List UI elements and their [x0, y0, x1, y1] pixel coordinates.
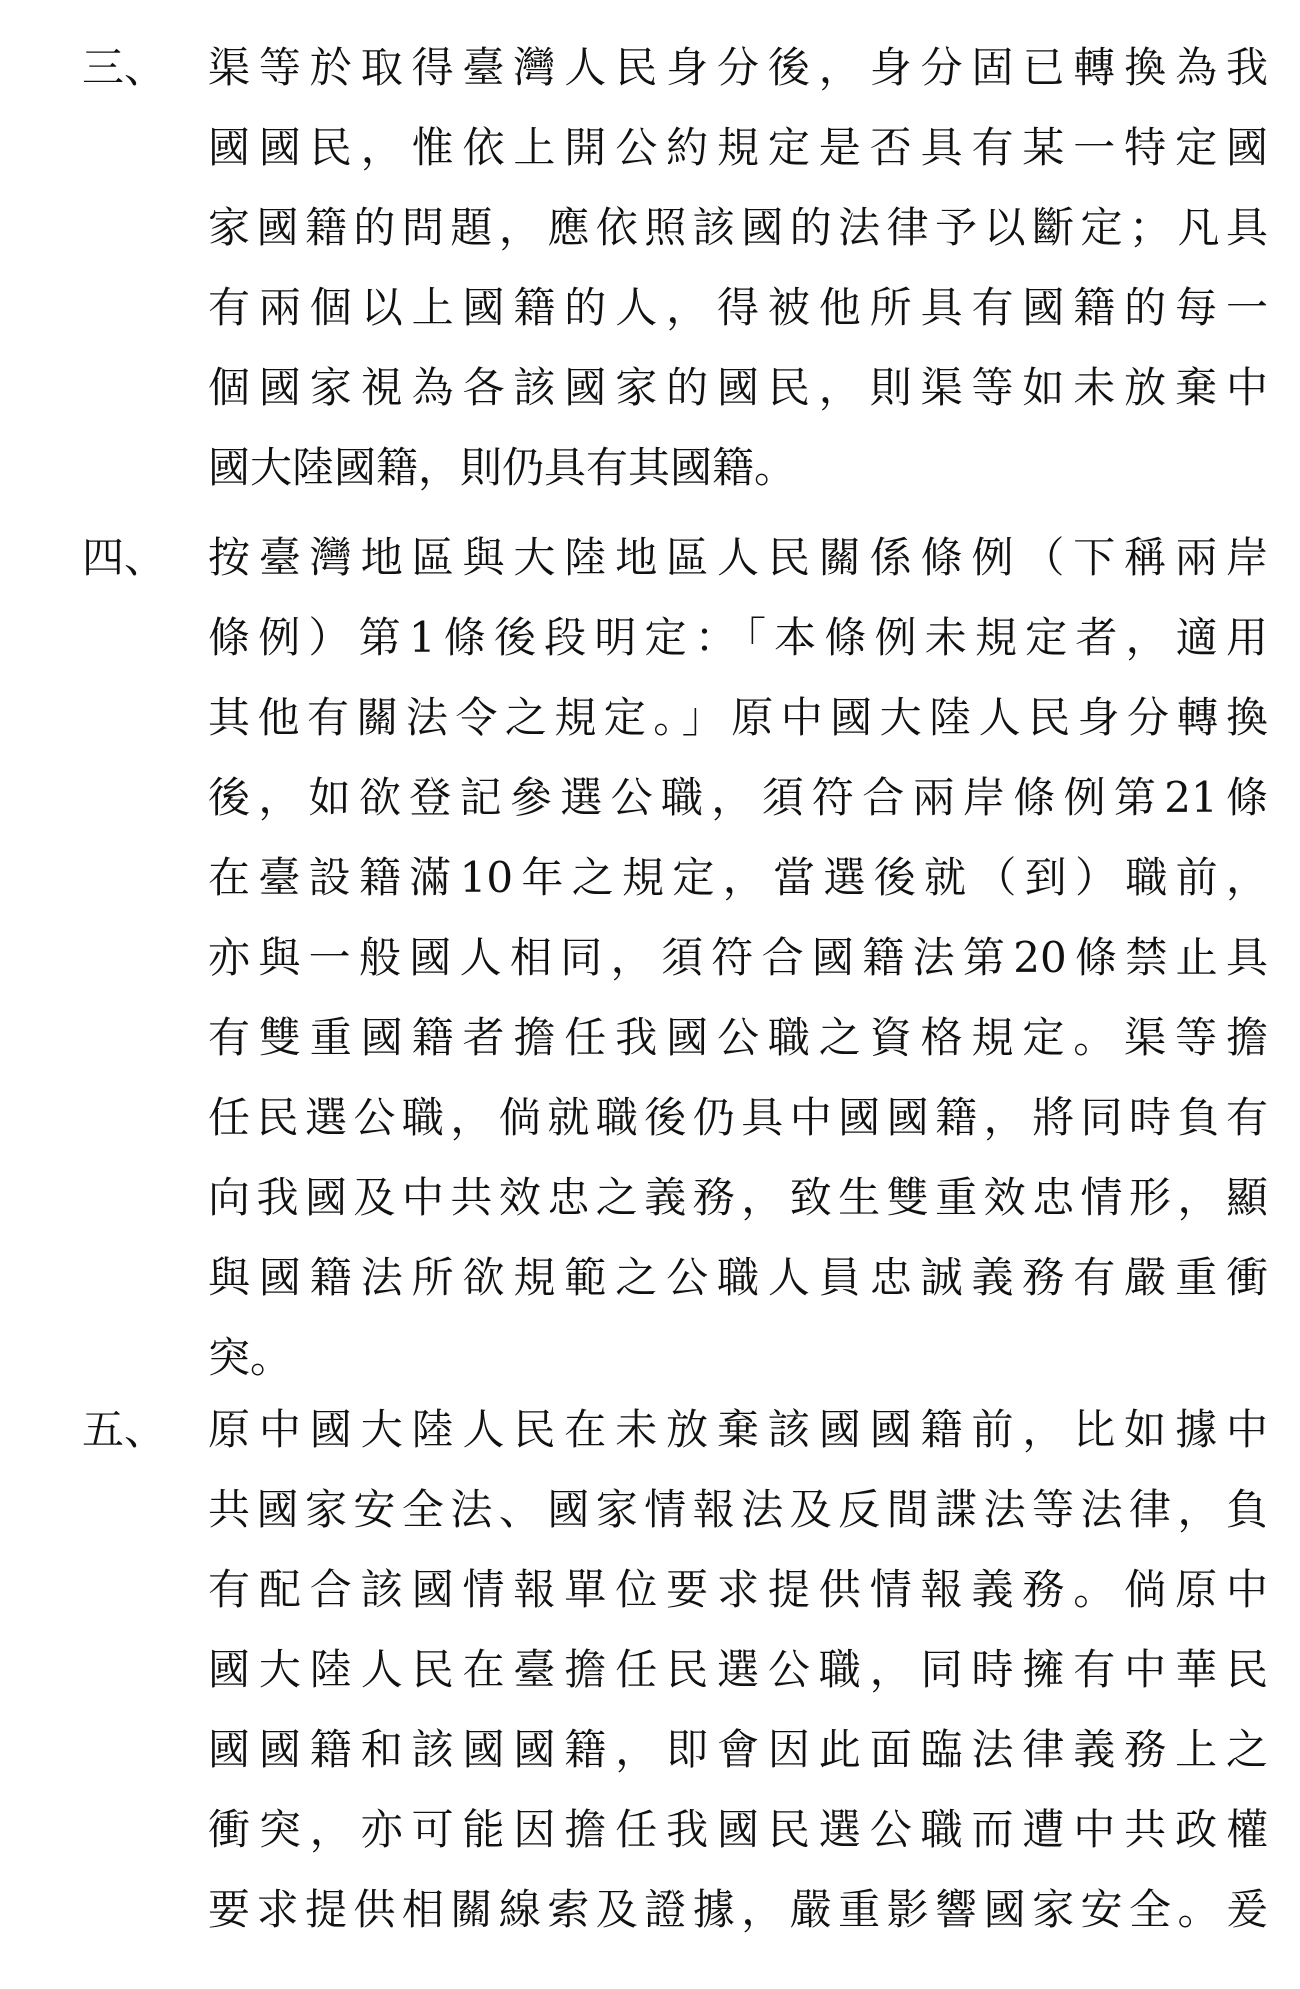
text-line: 國大陸人民在臺擔任民選公職，同時擁有中華民	[208, 1645, 1268, 1694]
text-line: 任民選公職，倘就職後仍具中國國籍，將同時負有	[208, 1093, 1268, 1142]
text-line: 原中國大陸人民在未放棄該國國籍前，比如據中	[208, 1405, 1268, 1454]
text-line: 國國民，惟依上開公約規定是否具有某一特定國	[208, 123, 1268, 172]
text-line: 國大陸國籍，則仍具有其國籍。	[208, 443, 797, 492]
paragraph-marker: 四、	[82, 533, 167, 582]
text-line: 在臺設籍滿10年之規定，當選後就（到）職前，	[208, 853, 1268, 902]
text-line: 渠等於取得臺灣人民身分後，身分固已轉換為我	[208, 43, 1268, 92]
text-line: 條例）第1條後段明定：「本條例未規定者，適用	[208, 613, 1268, 662]
text-line: 衝突，亦可能因擔任我國民選公職而遭中共政權	[208, 1805, 1268, 1854]
text-line: 向我國及中共效忠之義務，致生雙重效忠情形，顯	[208, 1173, 1268, 1222]
text-line: 要求提供相關線索及證據，嚴重影響國家安全。爰	[208, 1885, 1268, 1934]
text-line: 其他有關法令之規定。」原中國大陸人民身分轉換	[208, 693, 1268, 742]
text-line: 國國籍和該國國籍，即會因此面臨法律義務上之	[208, 1725, 1268, 1774]
text-line: 共國家安全法、國家情報法及反間諜法等法律，負	[208, 1485, 1268, 1534]
text-line: 突。	[208, 1333, 293, 1382]
text-line: 與國籍法所欲規範之公職人員忠誠義務有嚴重衝	[208, 1253, 1268, 1302]
text-line: 個國家視為各該國家的國民，則渠等如未放棄中	[208, 363, 1268, 412]
paragraph-marker: 五、	[82, 1405, 167, 1454]
text-line: 按臺灣地區與大陸地區人民關係條例（下稱兩岸	[208, 533, 1268, 582]
text-line: 有配合該國情報單位要求提供情報義務。倘原中	[208, 1565, 1268, 1614]
text-line: 有兩個以上國籍的人，得被他所具有國籍的每一	[208, 283, 1268, 332]
paragraph-marker: 三、	[82, 43, 167, 92]
text-line: 亦與一般國人相同，須符合國籍法第20條禁止具	[208, 933, 1268, 982]
text-line: 家國籍的問題，應依照該國的法律予以斷定；凡具	[208, 203, 1268, 252]
text-line: 後，如欲登記參選公職，須符合兩岸條例第21條	[208, 773, 1268, 822]
text-line: 有雙重國籍者擔任我國公職之資格規定。渠等擔	[208, 1013, 1268, 1062]
